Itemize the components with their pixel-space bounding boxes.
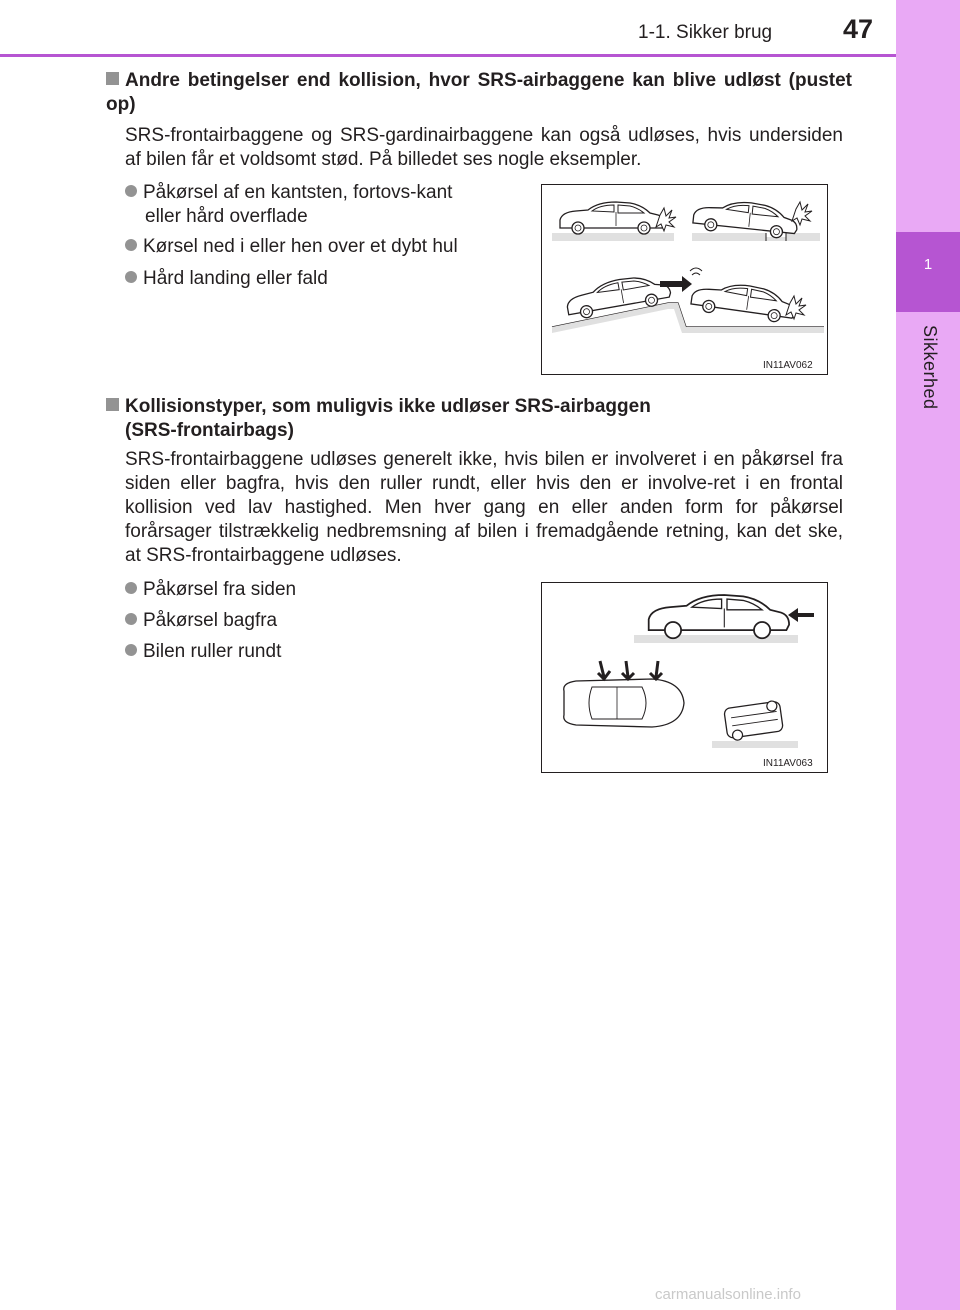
- bullet-item-hul: [125, 235, 458, 259]
- section-heading-2-text-line2: (SRS-frontairbags): [125, 420, 294, 441]
- bullet-item-rear-impact: [125, 609, 277, 633]
- page-number: 47: [843, 14, 874, 44]
- figure-code-2: IN11AV063: [763, 758, 813, 769]
- section-heading-1: [106, 69, 852, 117]
- section-heading-2-text: Kollisionstyper, som muligvis ikke udløser SRS-airbaggen: [125, 396, 651, 417]
- figure-undercarriage-impacts: [541, 184, 828, 375]
- bullet-text: Kørsel ned i eller hen over et dybt hul: [143, 236, 458, 257]
- round-bullet-icon: [125, 644, 137, 656]
- square-bullet-icon: [106, 398, 119, 411]
- bullet-item-side-impact: [125, 578, 296, 602]
- round-bullet-icon: [125, 613, 137, 625]
- round-bullet-icon: [125, 239, 137, 251]
- round-bullet-icon: [125, 582, 137, 594]
- square-bullet-icon: [106, 72, 119, 85]
- bullet-item-kantsten: [125, 181, 523, 229]
- round-bullet-icon: [125, 271, 137, 283]
- figure-2-illustration: [542, 583, 827, 772]
- figure-non-deploy-collisions: [541, 582, 828, 773]
- bullet-text-continuation: eller hård overflade: [145, 206, 308, 227]
- bullet-text: Påkørsel bagfra: [143, 610, 278, 631]
- chapter-label: Sikkerhed: [920, 325, 940, 410]
- header-rule: [0, 54, 896, 57]
- header-section-title: 1-1. Sikker brug: [638, 22, 773, 43]
- watermark: carmanualsonline.info: [655, 1286, 801, 1303]
- bullet-text: Påkørsel fra siden: [143, 579, 297, 600]
- chapter-side-tab: [896, 0, 960, 1310]
- section-paragraph-1: SRS-frontairbaggene og SRS-gardinairbaggene kan også udløses, hvis undersiden af bilen får et voldsomt stød. På billedet ses nogle eksempler.: [125, 125, 843, 170]
- section-heading-2: [106, 395, 852, 443]
- section-heading-1-text: Andre betingelser end kollision, hvor SRS-airbaggene kan blive udløst (pustet op): [106, 70, 852, 115]
- round-bullet-icon: [125, 185, 137, 197]
- figure-1-illustration: [542, 185, 827, 374]
- chapter-number-tab[interactable]: 1: [896, 232, 960, 312]
- bullet-text: Bilen ruller rundt: [143, 641, 282, 662]
- bullet-text: Påkørsel af en kantsten, fortovs-kant: [143, 182, 453, 203]
- bullet-text: Hård landing eller fald: [143, 268, 328, 289]
- figure-code-1: IN11AV062: [763, 360, 813, 371]
- section-paragraph-2: SRS-frontairbaggene udløses generelt ikke, hvis bilen er involveret i en påkørsel fra siden eller bagfra, hvis den ruller rundt, eller hvis den er involve-ret i en frontal kollision ved lav hastighed. Men hver gang en eller anden form for påkørsel forårsager tilstrækkelig nedbremsning af bilen i fremadgående retning, kan det ske, at SRS-frontairbaggene udløses.: [125, 449, 843, 566]
- bullet-item-landing: [125, 267, 328, 291]
- bullet-item-rollover: [125, 640, 281, 664]
